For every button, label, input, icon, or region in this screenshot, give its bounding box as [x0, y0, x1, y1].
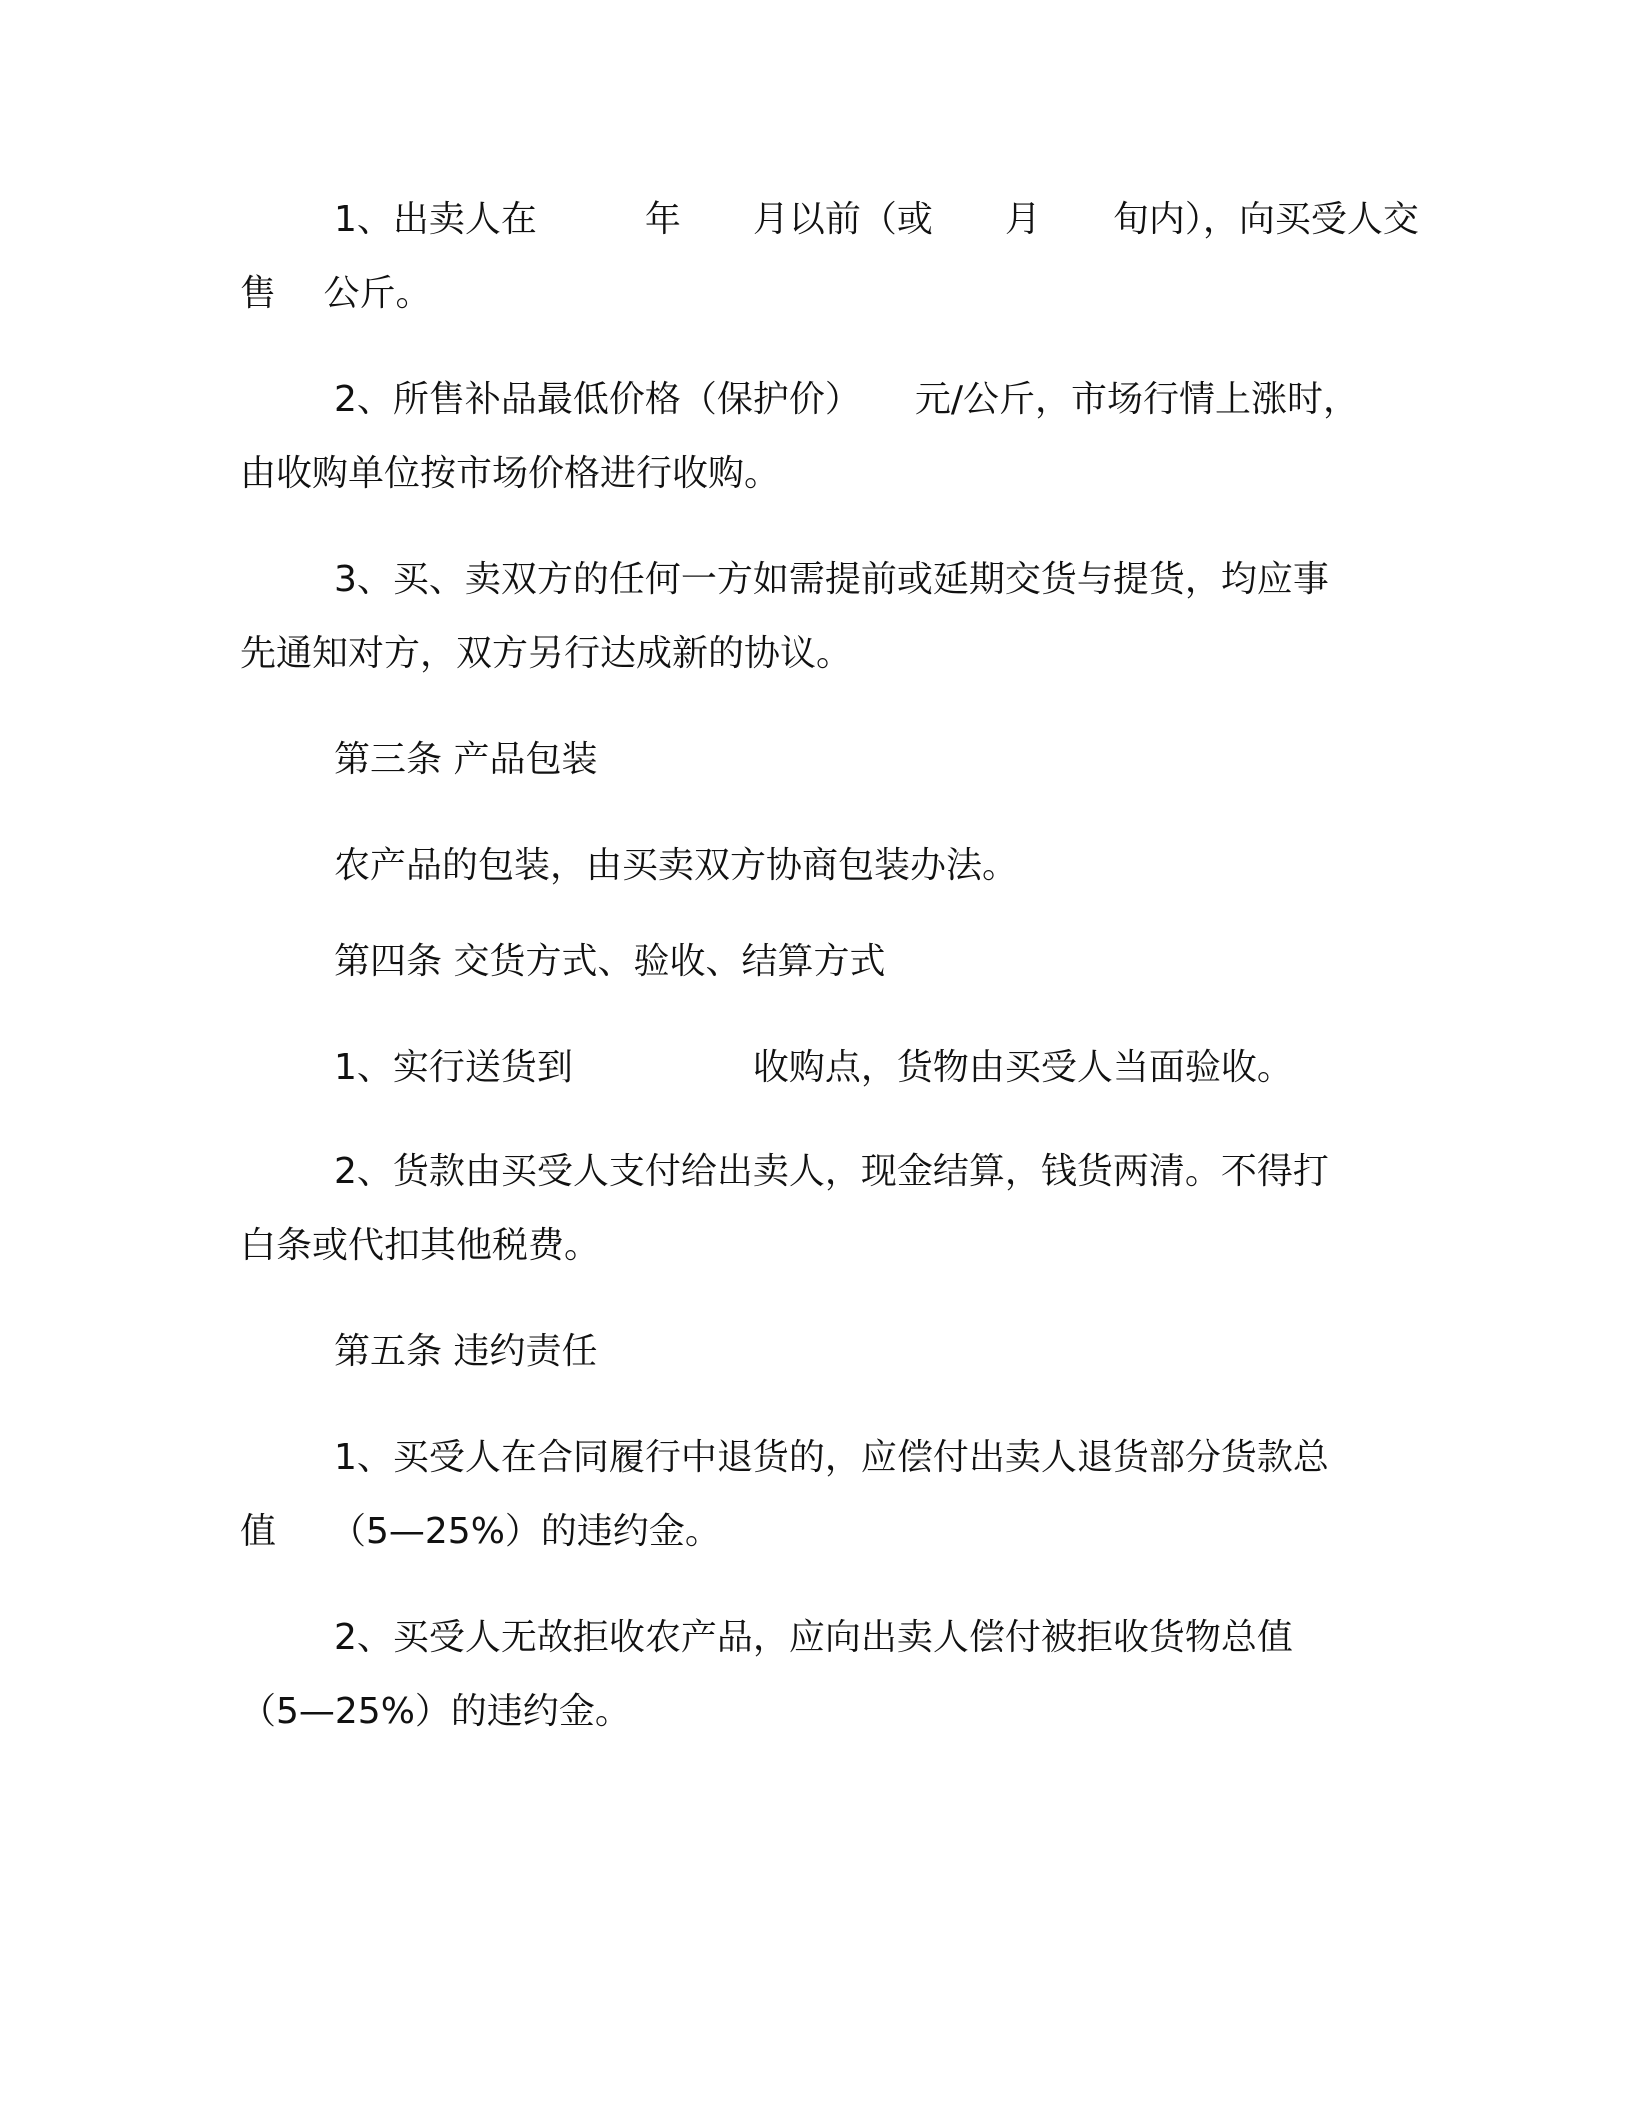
liability-clause-1-line-1: 1、买受人在合同履行中退货的，应偿付出卖人退货部分货款总 — [334, 1437, 1329, 1478]
payment-clause-line-1: 2、货款由买受人支付给出卖人，现金结算，钱货两清。不得打 — [334, 1151, 1329, 1192]
packaging-text: 农产品的包装，由买卖双方协商包装办法。 — [334, 845, 1019, 886]
clause-3-line-1: 3、买、卖双方的任何一方如需提前或延期交货与提货，均应事 — [334, 559, 1329, 600]
liability-clause-1-line-2: 值 （5—25%）的违约金。 — [240, 1511, 721, 1552]
clause-2-line-2: 由收购单位按市场价格进行收购。 — [240, 453, 781, 494]
liability-clause-2-line-2: （5—25%）的违约金。 — [240, 1691, 631, 1732]
payment-clause-line-2: 白条或代扣其他税费。 — [240, 1225, 601, 1266]
delivery-clause-1: 1、实行送货到 收购点，货物由买受人当面验收。 — [334, 1047, 1293, 1088]
clause-1-line-1: 1、出卖人在 年 月以前（或 月 旬内），向买受人交 — [334, 199, 1419, 240]
article-4-heading: 第四条 交货方式、验收、结算方式 — [334, 941, 886, 982]
clause-3-line-2: 先通知对方，双方另行达成新的协议。 — [240, 633, 853, 674]
article-5-heading: 第五条 违约责任 — [334, 1331, 598, 1372]
clause-2-line-1: 2、所售补品最低价格（保护价） 元/公斤，市场行情上涨时， — [334, 379, 1360, 420]
article-3-heading: 第三条 产品包装 — [334, 739, 598, 780]
clause-1-line-2: 售 公斤。 — [240, 273, 432, 314]
liability-clause-2-line-1: 2、买受人无故拒收农产品，应向出卖人偿付被拒收货物总值 — [334, 1617, 1293, 1658]
